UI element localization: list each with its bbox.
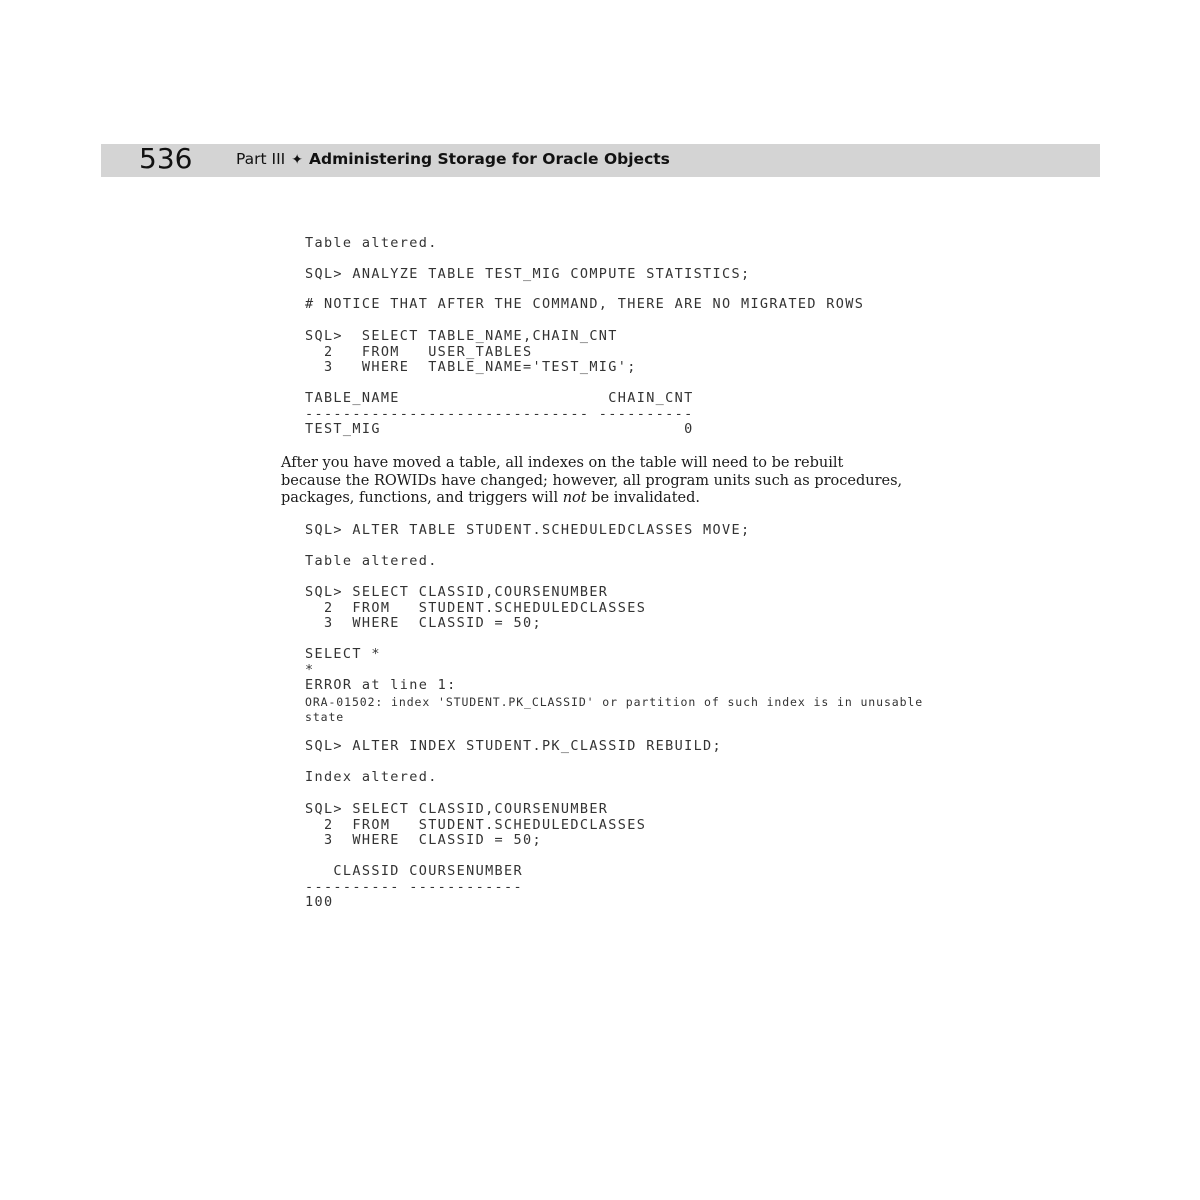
code-output-table-altered: Table altered. xyxy=(305,235,438,251)
code-result-chain-cnt: TABLE_NAME CHAIN_CNT ------------------------------ ---------- TEST_MIG 0 xyxy=(305,390,694,438)
code-analyze-statement: SQL> ANALYZE TABLE TEST_MIG COMPUTE STATISTICS; xyxy=(305,266,751,282)
code-alter-index-rebuild: SQL> ALTER INDEX STUDENT.PK_CLASSID REBUILD; xyxy=(305,738,723,754)
body-paragraph xyxy=(281,455,971,508)
chapter-title: Administering Storage for Oracle Objects xyxy=(308,150,670,168)
part-label: Part III xyxy=(236,150,286,168)
paragraph-text-before: After you have moved a table, all indexes on the table will need to be rebuilt because the ROWIDs have changed; however, all program units such as procedures, packages, functions, and triggers will xyxy=(281,455,903,506)
separator-icon: ✦ xyxy=(291,152,303,168)
code-output-table-altered-2: Table altered. xyxy=(305,553,438,569)
page-number: 536 xyxy=(139,142,193,175)
code-select-classid: SQL> SELECT CLASSID,COURSENUMBER 2 FROM STUDENT.SCHEDULEDCLASSES 3 WHERE CLASSID = 50; xyxy=(305,584,647,632)
running-head xyxy=(236,148,670,171)
paragraph-emphasis: not xyxy=(562,490,587,506)
code-select-classid-2: SQL> SELECT CLASSID,COURSENUMBER 2 FROM STUDENT.SCHEDULEDCLASSES 3 WHERE CLASSID = 50; xyxy=(305,801,647,849)
code-result-classid: CLASSID COURSENUMBER ---------- ------------ 100 xyxy=(305,863,523,911)
code-alter-table-move: SQL> ALTER TABLE STUDENT.SCHEDULEDCLASSES MOVE; xyxy=(305,522,751,538)
code-select-chain-cnt: SQL> SELECT TABLE_NAME,CHAIN_CNT 2 FROM USER_TABLES 3 WHERE TABLE_NAME='TEST_MIG'; xyxy=(305,328,637,376)
code-comment: # NOTICE THAT AFTER THE COMMAND, THERE ARE NO MIGRATED ROWS xyxy=(305,296,865,312)
code-error-output: SELECT * * ERROR at line 1: xyxy=(305,646,457,694)
code-output-index-altered: Index altered. xyxy=(305,769,438,785)
paragraph-text-after: be invalidated. xyxy=(586,490,701,506)
code-ora-error: ORA-01502: index 'STUDENT.PK_CLASSID' or partition of such index is in unusable state xyxy=(305,695,924,724)
